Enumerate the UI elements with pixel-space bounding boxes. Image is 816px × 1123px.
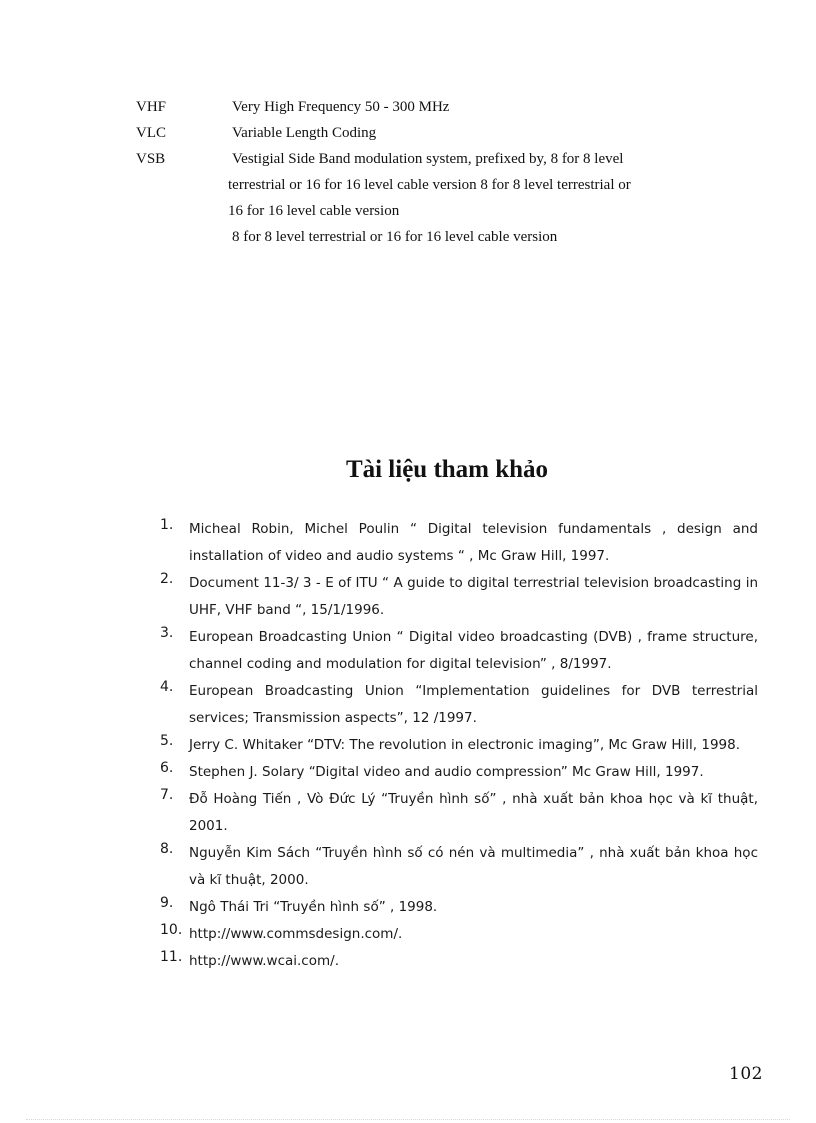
reference-number: 1. — [160, 517, 174, 533]
abbreviation-term: VLC — [136, 125, 166, 141]
abbreviation-definition: Variable Length Coding — [232, 125, 377, 141]
reference-number: 2. — [160, 571, 174, 587]
footer-divider — [26, 1119, 790, 1120]
reference-item — [160, 759, 758, 786]
reference-text: Nguyễn Kim Sách “Truyền hình số có nén và multimedia” , nhà xuất bản khoa học và kĩ thuật, 2000. — [189, 845, 758, 888]
reference-text: Stephen J. Solary “Digital video and audio compression” Mc Graw Hill, 1997. — [189, 764, 704, 780]
reference-number: 4. — [160, 679, 174, 695]
reference-text: Document 11-3/ 3 - E of ITU “ A guide to digital terrestrial television broadcasting in UHF, VHF band “, 15/1/1996. — [189, 575, 758, 618]
abbreviation-continuation: 16 for 16 level cable version — [228, 203, 400, 219]
reference-item — [160, 894, 758, 921]
reference-link[interactable]: http://www.wcai.com/. — [189, 953, 339, 969]
reference-item — [160, 948, 758, 975]
reference-text: Đỗ Hoàng Tiến , Vò Đức Lý “Truyền hình số” , nhà xuất bản khoa học và kĩ thuật, 2001. — [189, 791, 758, 834]
reference-text: Jerry C. Whitaker “DTV: The revolution in electronic imaging”, Mc Graw Hill, 1998. — [189, 737, 741, 753]
abbreviation-term: VSB — [136, 151, 166, 167]
abbreviation-row — [136, 94, 736, 120]
reference-item — [160, 624, 758, 678]
reference-text: Micheal Robin, Michel Poulin “ Digital television fundamentals , design and installation of video and audio systems “ , Mc Graw Hill, 1997. — [189, 521, 758, 564]
reference-item — [160, 516, 758, 570]
reference-number: 8. — [160, 841, 174, 857]
reference-item — [160, 840, 758, 894]
reference-item — [160, 678, 758, 732]
reference-number: 7. — [160, 787, 174, 803]
abbreviation-definition: Very High Frequency 50 - 300 MHz — [232, 99, 450, 115]
abbreviation-continuation: terrestrial or 16 for 16 level cable version 8 for 8 level terrestrial or — [228, 177, 631, 193]
reference-text: European Broadcasting Union “ Digital video broadcasting (DVB) , frame structure, channel coding and modulation for digital television” , 8/1997. — [189, 629, 758, 672]
reference-number: 10. — [160, 922, 183, 938]
references-heading: Tài liệu tham khảo — [345, 456, 549, 483]
references-list — [160, 516, 758, 975]
reference-item — [160, 570, 758, 624]
abbreviation-definition: Vestigial Side Band modulation system, prefixed by, 8 for 8 level — [232, 151, 624, 167]
reference-number: 5. — [160, 733, 174, 749]
reference-item — [160, 786, 758, 840]
reference-text: Ngô Thái Tri “Truyền hình số” , 1998. — [189, 899, 438, 915]
reference-link[interactable]: http://www.commsdesign.com/. — [189, 926, 403, 942]
reference-item — [160, 732, 758, 759]
reference-text: European Broadcasting Union “Implementation guidelines for DVB terrestrial services; Transmission aspects”, 12 /1997. — [189, 683, 758, 726]
reference-number: 3. — [160, 625, 174, 641]
abbreviation-continuation: 8 for 8 level terrestrial or 16 for 16 level cable version — [232, 229, 558, 245]
page-number: 102 — [729, 1064, 763, 1084]
reference-item — [160, 921, 758, 948]
abbreviation-row — [136, 120, 736, 146]
abbreviation-term: VHF — [136, 99, 167, 115]
abbreviation-row — [136, 146, 736, 172]
reference-number: 9. — [160, 895, 174, 911]
reference-number: 6. — [160, 760, 174, 776]
abbreviations-list — [136, 94, 736, 250]
reference-number: 11. — [160, 949, 183, 965]
